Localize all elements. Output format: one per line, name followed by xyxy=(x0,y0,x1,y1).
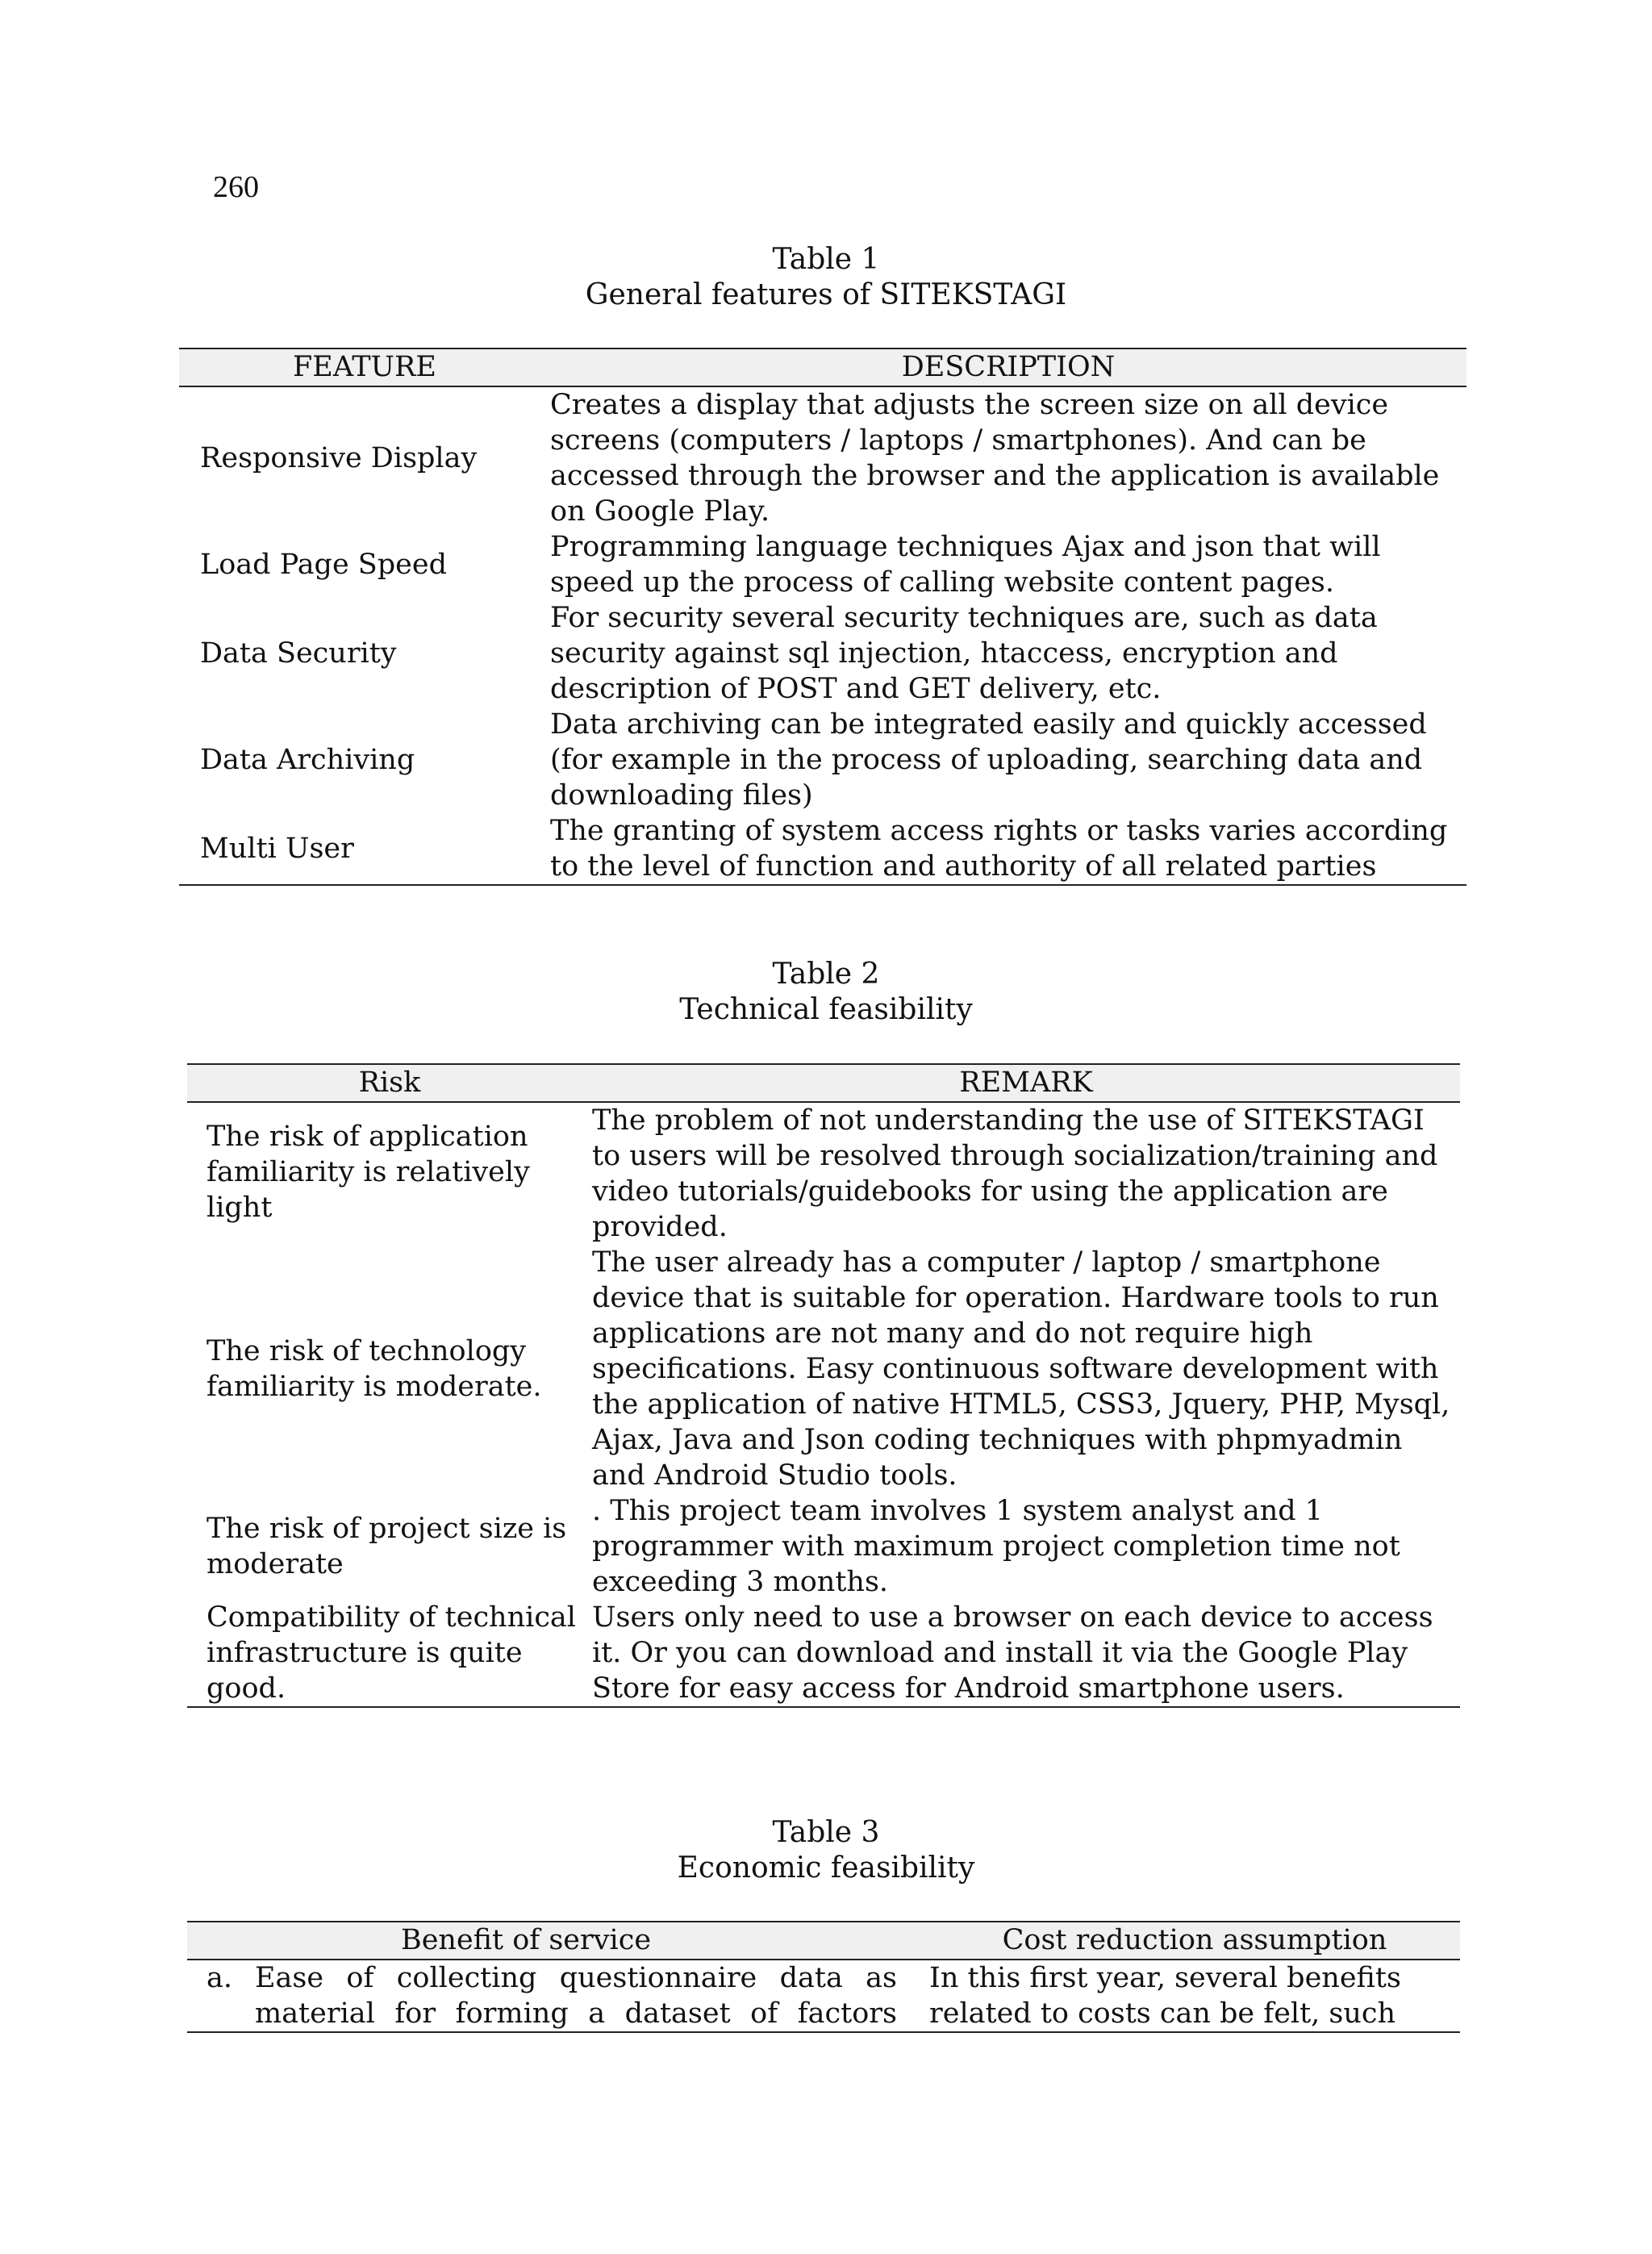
remark-cell: Users only need to use a browser on each device to access it. Or you can download and install it via the Google Play Store for easy access for Android smartphone users. xyxy=(592,1600,1460,1707)
table3-title: Economic feasibility xyxy=(677,1851,975,1885)
feature-cell: Responsive Display xyxy=(200,442,478,474)
table-row xyxy=(179,813,1466,885)
table3-header-cost: Cost reduction assumption xyxy=(929,1922,1460,1960)
table-row xyxy=(179,386,1466,529)
table-row xyxy=(179,707,1466,813)
cost-cell: In this first year, several benefits related to costs can be felt, such xyxy=(929,1960,1460,2032)
table2-title: Technical feasibility xyxy=(679,993,973,1026)
table-row xyxy=(187,1493,1460,1600)
table-row xyxy=(187,1600,1460,1707)
risk-cell: The risk of application familiarity is relatively light xyxy=(206,1121,530,1224)
table3-label: Table 3 xyxy=(772,1816,880,1849)
feature-cell: Data Security xyxy=(200,637,397,670)
page-number: 260 xyxy=(213,170,259,204)
description-cell: Data archiving can be integrated easily and quickly accessed (for example in the process of uploading, searching data and downloading files) xyxy=(550,708,1427,812)
description-cell: Programming language techniques Ajax and json that will speed up the process of calling website content pages. xyxy=(550,531,1381,599)
table-row xyxy=(179,600,1466,707)
benefit-text: Ease of collecting questionnaire data as material for forming a dataset of factors xyxy=(255,1962,897,2030)
table3-header-row xyxy=(187,1922,1460,1960)
table1-title: General features of SITEKSTAGI xyxy=(585,278,1067,311)
table3 xyxy=(187,1921,1460,2033)
feature-cell: Multi User xyxy=(179,813,550,885)
table2 xyxy=(187,1063,1460,1708)
list-marker: a. xyxy=(206,1962,232,1994)
remark-cell: The user already has a computer / laptop / smartphone device that is suitable for operation. Hardware tools to run applications are not many and do not require high specifications. Easy continuous software development with the application of native HTML5, CSS3, Jquery, PHP, Mysql, Ajax, Java and Json coding techniques with phpmyadmin and Android Studio tools. xyxy=(592,1246,1450,1492)
table2-header-row xyxy=(187,1064,1460,1102)
remark-cell: . This project team involves 1 system analyst and 1 programmer with maximum project completion time not exceeding 3 months. xyxy=(592,1495,1400,1598)
risk-cell: The risk of technology familiarity is moderate. xyxy=(206,1335,542,1403)
description-cell: For security several security techniques are, such as data security against sql injection, htaccess, encryption and description of POST and GET delivery, etc. xyxy=(550,602,1378,705)
table2-header-risk: Risk xyxy=(187,1064,592,1102)
table2-label: Table 2 xyxy=(772,958,880,991)
table-row xyxy=(187,1245,1460,1493)
description-cell: The granting of system access rights or tasks varies according to the level of function and authority of all related parties xyxy=(550,813,1466,885)
table1 xyxy=(179,348,1466,886)
table1-label: Table 1 xyxy=(772,243,880,276)
remark-cell: The problem of not understanding the use of SITEKSTAGI to users will be resolved through socialization/training and video tutorials/guidebooks for using the application are provided. xyxy=(592,1104,1438,1243)
table1-header-description: DESCRIPTION xyxy=(550,349,1466,386)
table-row xyxy=(179,529,1466,600)
table2-header-remark: REMARK xyxy=(592,1064,1460,1102)
feature-cell: Load Page Speed xyxy=(200,549,448,581)
table1-header-row xyxy=(179,349,1466,386)
risk-cell: Compatibility of technical infrastructure is quite good. xyxy=(187,1600,592,1707)
risk-cell: The risk of project size is moderate xyxy=(206,1513,567,1580)
table1-header-feature: FEATURE xyxy=(179,349,550,386)
description-cell: Creates a display that adjusts the screen size on all device screens (computers / laptops / smartphones). And can be accessed through the browser and the application is available on Google Play. xyxy=(550,389,1440,528)
benefit-cell xyxy=(187,1960,929,2032)
table-row xyxy=(187,1102,1460,1245)
feature-cell: Data Archiving xyxy=(200,744,415,776)
table3-header-benefit: Benefit of service xyxy=(187,1922,929,1960)
table-row xyxy=(187,1960,1460,2032)
